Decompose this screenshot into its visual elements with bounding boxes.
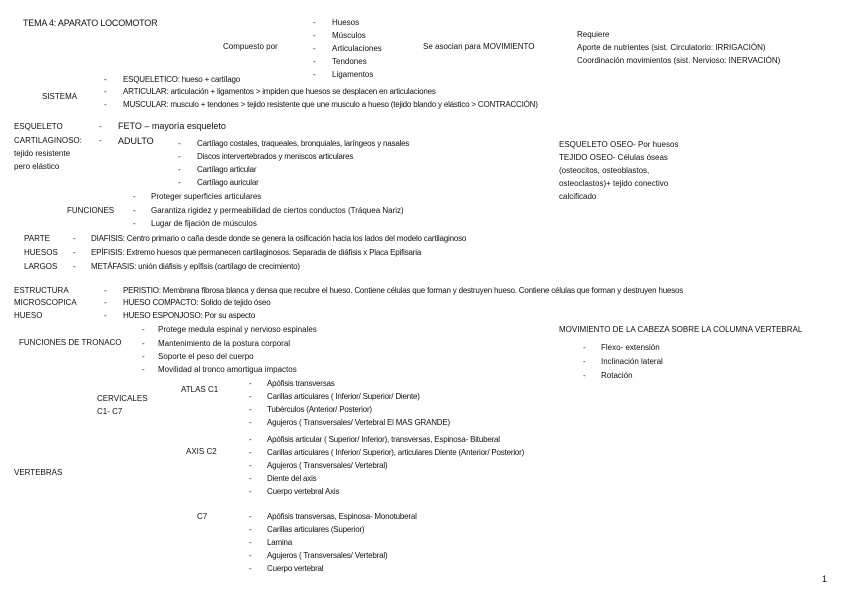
- oseo-text: TEJIDO OSEO- Células óseas: [559, 153, 668, 162]
- atlas-item: Agujeros ( Transversales/ Vertebral El MAS GRANDE): [267, 418, 450, 427]
- c7-item: Cuerpo vertebral: [267, 564, 324, 573]
- list-dash: -: [178, 152, 181, 161]
- cabeza-item: Rotación: [601, 371, 633, 380]
- list-dash: -: [73, 234, 76, 243]
- requiere-item: Aporte de nutrientes (sist. Circulatorio: IRRIGACIÓN): [577, 43, 766, 52]
- axis-label: AXIS C2: [186, 447, 217, 456]
- list-dash: -: [142, 352, 145, 361]
- estructura-item: PERISTIO: Membrana fibrosa blanca y densa que recubre el hueso. Contiene células que forman y destruyen hueso. Contiene células que forman y destruyen huesos: [123, 286, 684, 295]
- axis-item: Cuerpo vertebral Axis: [267, 487, 340, 496]
- compuesto-label: Compuesto por: [223, 42, 278, 51]
- parte-label: LARGOS: [24, 262, 58, 271]
- funciones-label: FUNCIONES: [67, 206, 115, 215]
- funcion-item: Lugar de fijación de músculos: [151, 219, 257, 228]
- cervicales-label: CERVICALES: [97, 394, 148, 403]
- sistema-item: ESQUELETICO: hueso + cartílago: [123, 75, 240, 84]
- axis-item: Diente del axis: [267, 474, 317, 483]
- sistema-item: ARTICULAR: articulación + ligamentos > impiden que huesos se desplacen en articulaciones: [123, 87, 436, 96]
- adulto-item: Cartílago articular: [197, 165, 257, 174]
- list-dash: -: [142, 325, 145, 334]
- list-dash: -: [178, 178, 181, 187]
- list-dash: -: [99, 136, 102, 145]
- atlas-item: Apófisis transversas: [267, 379, 335, 388]
- component-item: Huesos: [332, 18, 360, 27]
- parte-item: EPÍFISIS: Extremo huesos que permanecen cartilaginosos. Separada de diáfisis x Placa Epifisaria: [91, 248, 422, 257]
- atlas-item: Carillas articulares ( Inferior/ Superior/ Diente): [267, 392, 420, 401]
- c7-item: Agujeros ( Transversales/ Vertebral): [267, 551, 388, 560]
- c7-item: Apófisis transversas, Espinosa- Monotuberal: [267, 512, 417, 521]
- list-dash: -: [583, 357, 586, 366]
- list-dash: -: [313, 70, 316, 79]
- list-dash: -: [249, 538, 252, 547]
- list-dash: -: [249, 392, 252, 401]
- list-dash: -: [104, 298, 107, 307]
- list-dash: -: [133, 219, 136, 228]
- feto-text: FETO – mayoría esqueleto: [118, 121, 226, 131]
- oseo-text: osteoclastos)+ tejido conectivo: [559, 179, 669, 188]
- cabeza-item: Flexo- extensión: [601, 343, 660, 352]
- cabeza-item: Inclinación lateral: [601, 357, 663, 366]
- list-dash: -: [249, 418, 252, 427]
- list-dash: -: [583, 343, 586, 352]
- component-item: Tendones: [332, 57, 367, 66]
- list-dash: -: [249, 474, 252, 483]
- list-dash: -: [249, 448, 252, 457]
- adulto-item: Discos intervertebrados y meniscos articulares: [197, 152, 354, 161]
- requiere-item: Coordinación movimientos (sist. Nervioso: INERVACIÓN): [577, 56, 781, 65]
- list-dash: -: [142, 365, 145, 374]
- tronco-item: Mantenimiento de la postura corporal: [158, 339, 291, 348]
- list-dash: -: [249, 551, 252, 560]
- tronco-item: Soporte el peso del cuerpo: [158, 352, 254, 361]
- list-dash: -: [583, 371, 586, 380]
- c7-item: Lamina: [267, 538, 293, 547]
- estructura-label: MICROSCOPICA: [14, 298, 77, 307]
- cervicales-label: C1- C7: [97, 407, 123, 416]
- parte-label: PARTE: [24, 234, 50, 243]
- sistema-item: MUSCULAR: musculo + tendones > tejido resistente que une musculo a hueso (tejido blando y elástico > CONTRACCIÓN): [123, 100, 538, 109]
- esqueleto-label: ESQUELETO: [14, 122, 63, 131]
- c7-label: C7: [197, 512, 208, 521]
- asocian-text: Se asocian para MOVIMIENTO: [423, 42, 535, 51]
- estructura-item: HUESO COMPACTO: Solido de tejido óseo: [123, 298, 271, 307]
- adulto-item: Cartílago costales, traqueales, bronquiales, laríngeos y nasales: [197, 139, 410, 148]
- estructura-label: HUESO: [14, 311, 43, 320]
- list-dash: -: [249, 564, 252, 573]
- list-dash: -: [249, 487, 252, 496]
- oseo-text: (osteocitos, osteoblastos,: [559, 166, 650, 175]
- list-dash: -: [249, 512, 252, 521]
- adulto-label: ADULTO: [118, 136, 154, 146]
- tronco-item: Movilidad al tronco amortigua impactos: [158, 365, 297, 374]
- list-dash: -: [104, 100, 107, 109]
- adulto-item: Cartílago auricular: [197, 178, 259, 187]
- list-dash: -: [313, 44, 316, 53]
- c7-item: Carillas articulares (Superior): [267, 525, 365, 534]
- list-dash: -: [249, 405, 252, 414]
- atlas-label: ATLAS C1: [181, 385, 219, 394]
- list-dash: -: [104, 87, 107, 96]
- estructura-item: HUESO ESPONJOSO: Por su aspecto: [123, 311, 256, 320]
- list-dash: -: [104, 311, 107, 320]
- list-dash: -: [104, 286, 107, 295]
- component-item: Ligamentos: [332, 70, 374, 79]
- list-dash: -: [73, 248, 76, 257]
- list-dash: -: [178, 165, 181, 174]
- oseo-text: calcificado: [559, 192, 597, 201]
- axis-item: Carillas articulares ( Inferior/ Superior), articulares Diente (Anterior/ Posterior): [267, 448, 525, 457]
- cartilaginoso-desc: tejido resistente: [14, 149, 71, 158]
- list-dash: -: [99, 122, 102, 131]
- axis-item: Apófisis articular ( Superior/ Inferior), transversas, Espinosa- Bituberal: [267, 435, 500, 444]
- list-dash: -: [104, 75, 107, 84]
- list-dash: -: [73, 262, 76, 271]
- requiere-label: Requiere: [577, 30, 610, 39]
- funcion-item: Proteger superficies articulares: [151, 192, 262, 201]
- list-dash: -: [142, 339, 145, 348]
- page-title: TEMA 4: APARATO LOCOMOTOR: [23, 18, 158, 28]
- component-item: Articulaciones: [332, 44, 382, 53]
- atlas-item: Tubérculos (Anterior/ Posterior): [267, 405, 372, 414]
- vertebras-label: VERTEBRAS: [14, 468, 63, 477]
- axis-item: Agujeros ( Transversales/ Vertebral): [267, 461, 388, 470]
- cartilaginoso-label: CARTILAGINOSO:: [14, 136, 82, 145]
- list-dash: -: [249, 379, 252, 388]
- parte-item: METÁFASIS: unión diáfisis y epífisis (cartílago de crecimiento): [91, 262, 300, 271]
- cabeza-title: MOVIMIENTO DE LA CABEZA SOBRE LA COLUMNA VERTEBRAL: [559, 325, 803, 334]
- list-dash: -: [249, 435, 252, 444]
- sistema-label: SISTEMA: [42, 92, 78, 101]
- tronco-item: Protege medula espinal y nervioso espinales: [158, 325, 317, 334]
- list-dash: -: [313, 31, 316, 40]
- estructura-label: ESTRUCTURA: [14, 286, 69, 295]
- cartilaginoso-desc: pero elástico: [14, 162, 60, 171]
- list-dash: -: [249, 461, 252, 470]
- list-dash: -: [133, 192, 136, 201]
- list-dash: -: [178, 139, 181, 148]
- funcion-item: Garantiza rigidez y permeabilidad de ciertos conductos (Tráquea Nariz): [151, 206, 404, 215]
- list-dash: -: [313, 18, 316, 27]
- page-number: 1: [822, 574, 828, 584]
- parte-item: DIAFISIS: Centro primario o caña desde donde se genera la osificación hacia los lados del modelo cartilaginoso: [91, 234, 467, 243]
- tronco-label: FUNCIONES DE TRONACO: [19, 338, 122, 347]
- parte-label: HUESOS: [24, 248, 58, 257]
- list-dash: -: [313, 57, 316, 66]
- list-dash: -: [249, 525, 252, 534]
- oseo-text: ESQUELETO OSEO- Por huesos: [559, 140, 679, 149]
- list-dash: -: [133, 206, 136, 215]
- component-item: Músculos: [332, 31, 366, 40]
